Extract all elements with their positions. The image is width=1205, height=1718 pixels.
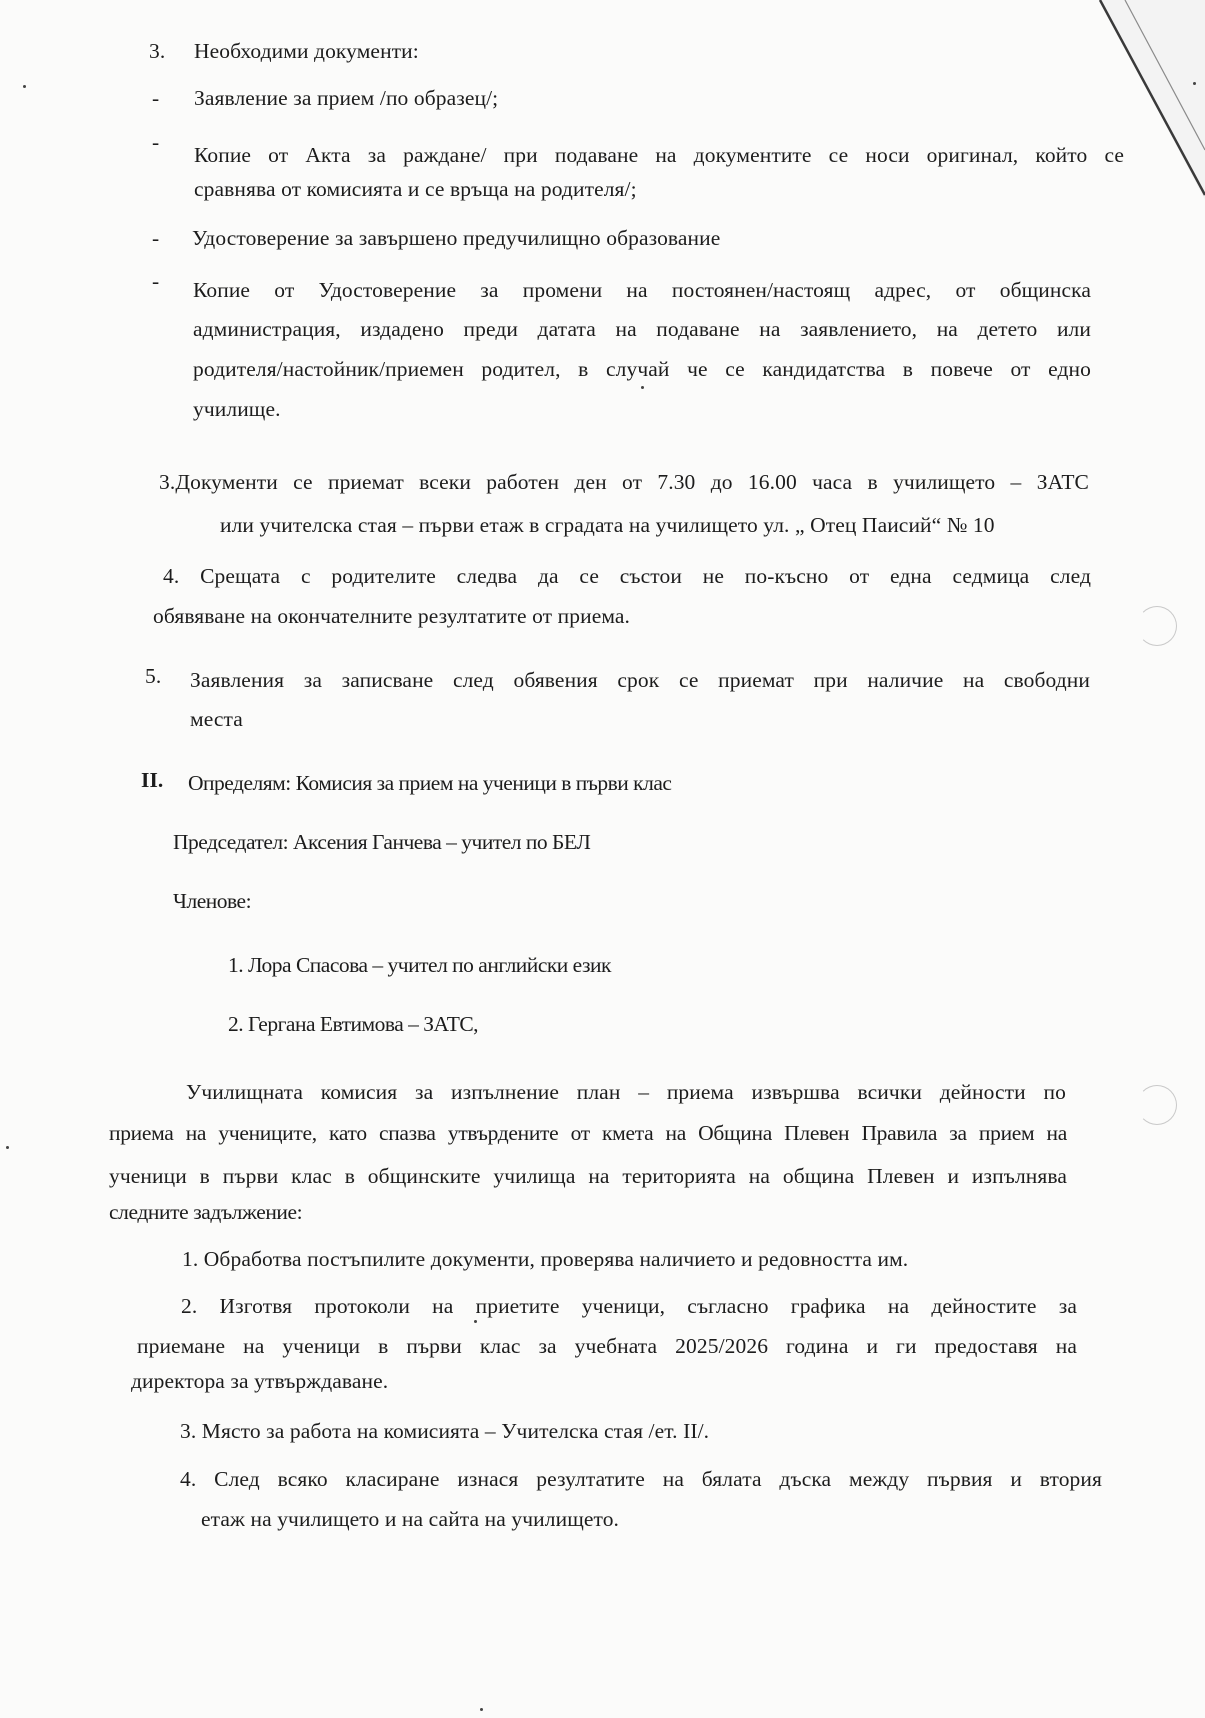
- item-number: 5.: [145, 664, 162, 688]
- list-item-continuation: администрация, издадено преди датата на подаване на заявлението, на детето или: [193, 317, 1091, 341]
- scan-speck: [1193, 82, 1196, 85]
- bullet-dash: -: [152, 269, 160, 293]
- paragraph-line: 3.Документи се приемат всеки работен ден от 7.30 до 16.00 часа в училището – ЗАТС: [159, 470, 1089, 494]
- punch-hole-mark: [1137, 1085, 1177, 1125]
- duty-item: 4. След всяко класиране изнася резултатите на бялата дъска между първия и втория: [180, 1467, 1102, 1491]
- section-heading: Определям: Комисия за прием на ученици в първи клас: [188, 771, 672, 795]
- members-label: Членове:: [173, 889, 252, 913]
- scan-speck: [641, 386, 644, 389]
- paragraph-line: обявяване на окончателните резултатите от приема.: [153, 604, 631, 628]
- commission-member: 1. Лора Спасова – учител по английски език: [228, 953, 611, 977]
- paragraph-line: 4. Срещата с родителите следва да се състои не по-късно от една седмица след: [163, 564, 1091, 588]
- scan-speck: [23, 85, 26, 88]
- page-fold-shadow: [1005, 0, 1205, 220]
- duty-item-continuation: директора за утвърждаване.: [131, 1369, 389, 1393]
- list-item: Удостоверение за завършено предучилищно образование: [192, 226, 721, 250]
- scan-speck: [480, 1708, 483, 1711]
- duty-item: 2. Изготвя протоколи на приетите ученици, съгласно графика на дейностите за: [181, 1294, 1077, 1318]
- punch-hole-mark: [1137, 606, 1177, 646]
- section-number: II.: [141, 768, 164, 792]
- commission-member: 2. Гергана Евтимова – ЗАТС,: [228, 1012, 479, 1036]
- duty-item-continuation: приемане на ученици в първи клас за учебната 2025/2026 година и ги предоставя на: [137, 1334, 1077, 1358]
- list-item-continuation: училище.: [193, 397, 281, 421]
- commission-chair: Председател: Аксения Ганчева – учител по БЕЛ: [173, 830, 591, 854]
- paragraph-line: приема на учениците, като спазва утвърдените от кмета на Община Плевен Правила за прием на: [109, 1121, 1067, 1145]
- paragraph-line: ученици в първи клас в общинските училища на територията на община Плевен и изпълнява: [109, 1164, 1067, 1188]
- paragraph-line: или учителска стая – първи етаж в сградата на училището ул. „ Отец Паисий“ № 10: [220, 513, 995, 537]
- list-item: Копие от Удостоверение за промени на постоянен/настоящ адрес, от общинска: [193, 278, 1091, 302]
- section-number: 3.: [149, 39, 166, 63]
- list-item-continuation: родителя/настойник/приемен родител, в случай че се кандидатства в повече от едно: [193, 357, 1091, 381]
- bullet-dash: -: [152, 226, 160, 250]
- paragraph-line: следните задължение:: [109, 1200, 303, 1224]
- list-item-continuation: сравнява от комисията и се връща на родителя/;: [194, 177, 637, 201]
- list-item: Копие от Акта за раждане/ при подаване на документите се носи оригинал, който се: [194, 143, 1124, 167]
- paragraph-line: места: [190, 707, 243, 731]
- list-item: Заявление за прием /по образец/;: [194, 86, 499, 110]
- bullet-dash: -: [152, 130, 160, 154]
- duty-item: 1. Обработва постъпилите документи, проверява наличието и редовността им.: [182, 1247, 909, 1271]
- scan-speck: [474, 1320, 477, 1323]
- duty-item: 3. Място за работа на комисията – Учителска стая /ет. II/.: [180, 1419, 710, 1443]
- duty-item-continuation: етаж на училището и на сайта на училището.: [201, 1507, 620, 1531]
- paragraph-line: Заявления за записване след обявения срок се приемат при наличие на свободни: [190, 668, 1090, 692]
- scan-speck: [6, 1146, 9, 1149]
- bullet-dash: -: [152, 86, 160, 110]
- paragraph-line: Училищната комисия за изпълнение план – приема извършва всички дейности по: [186, 1080, 1066, 1104]
- section-heading: Необходими документи:: [194, 39, 419, 63]
